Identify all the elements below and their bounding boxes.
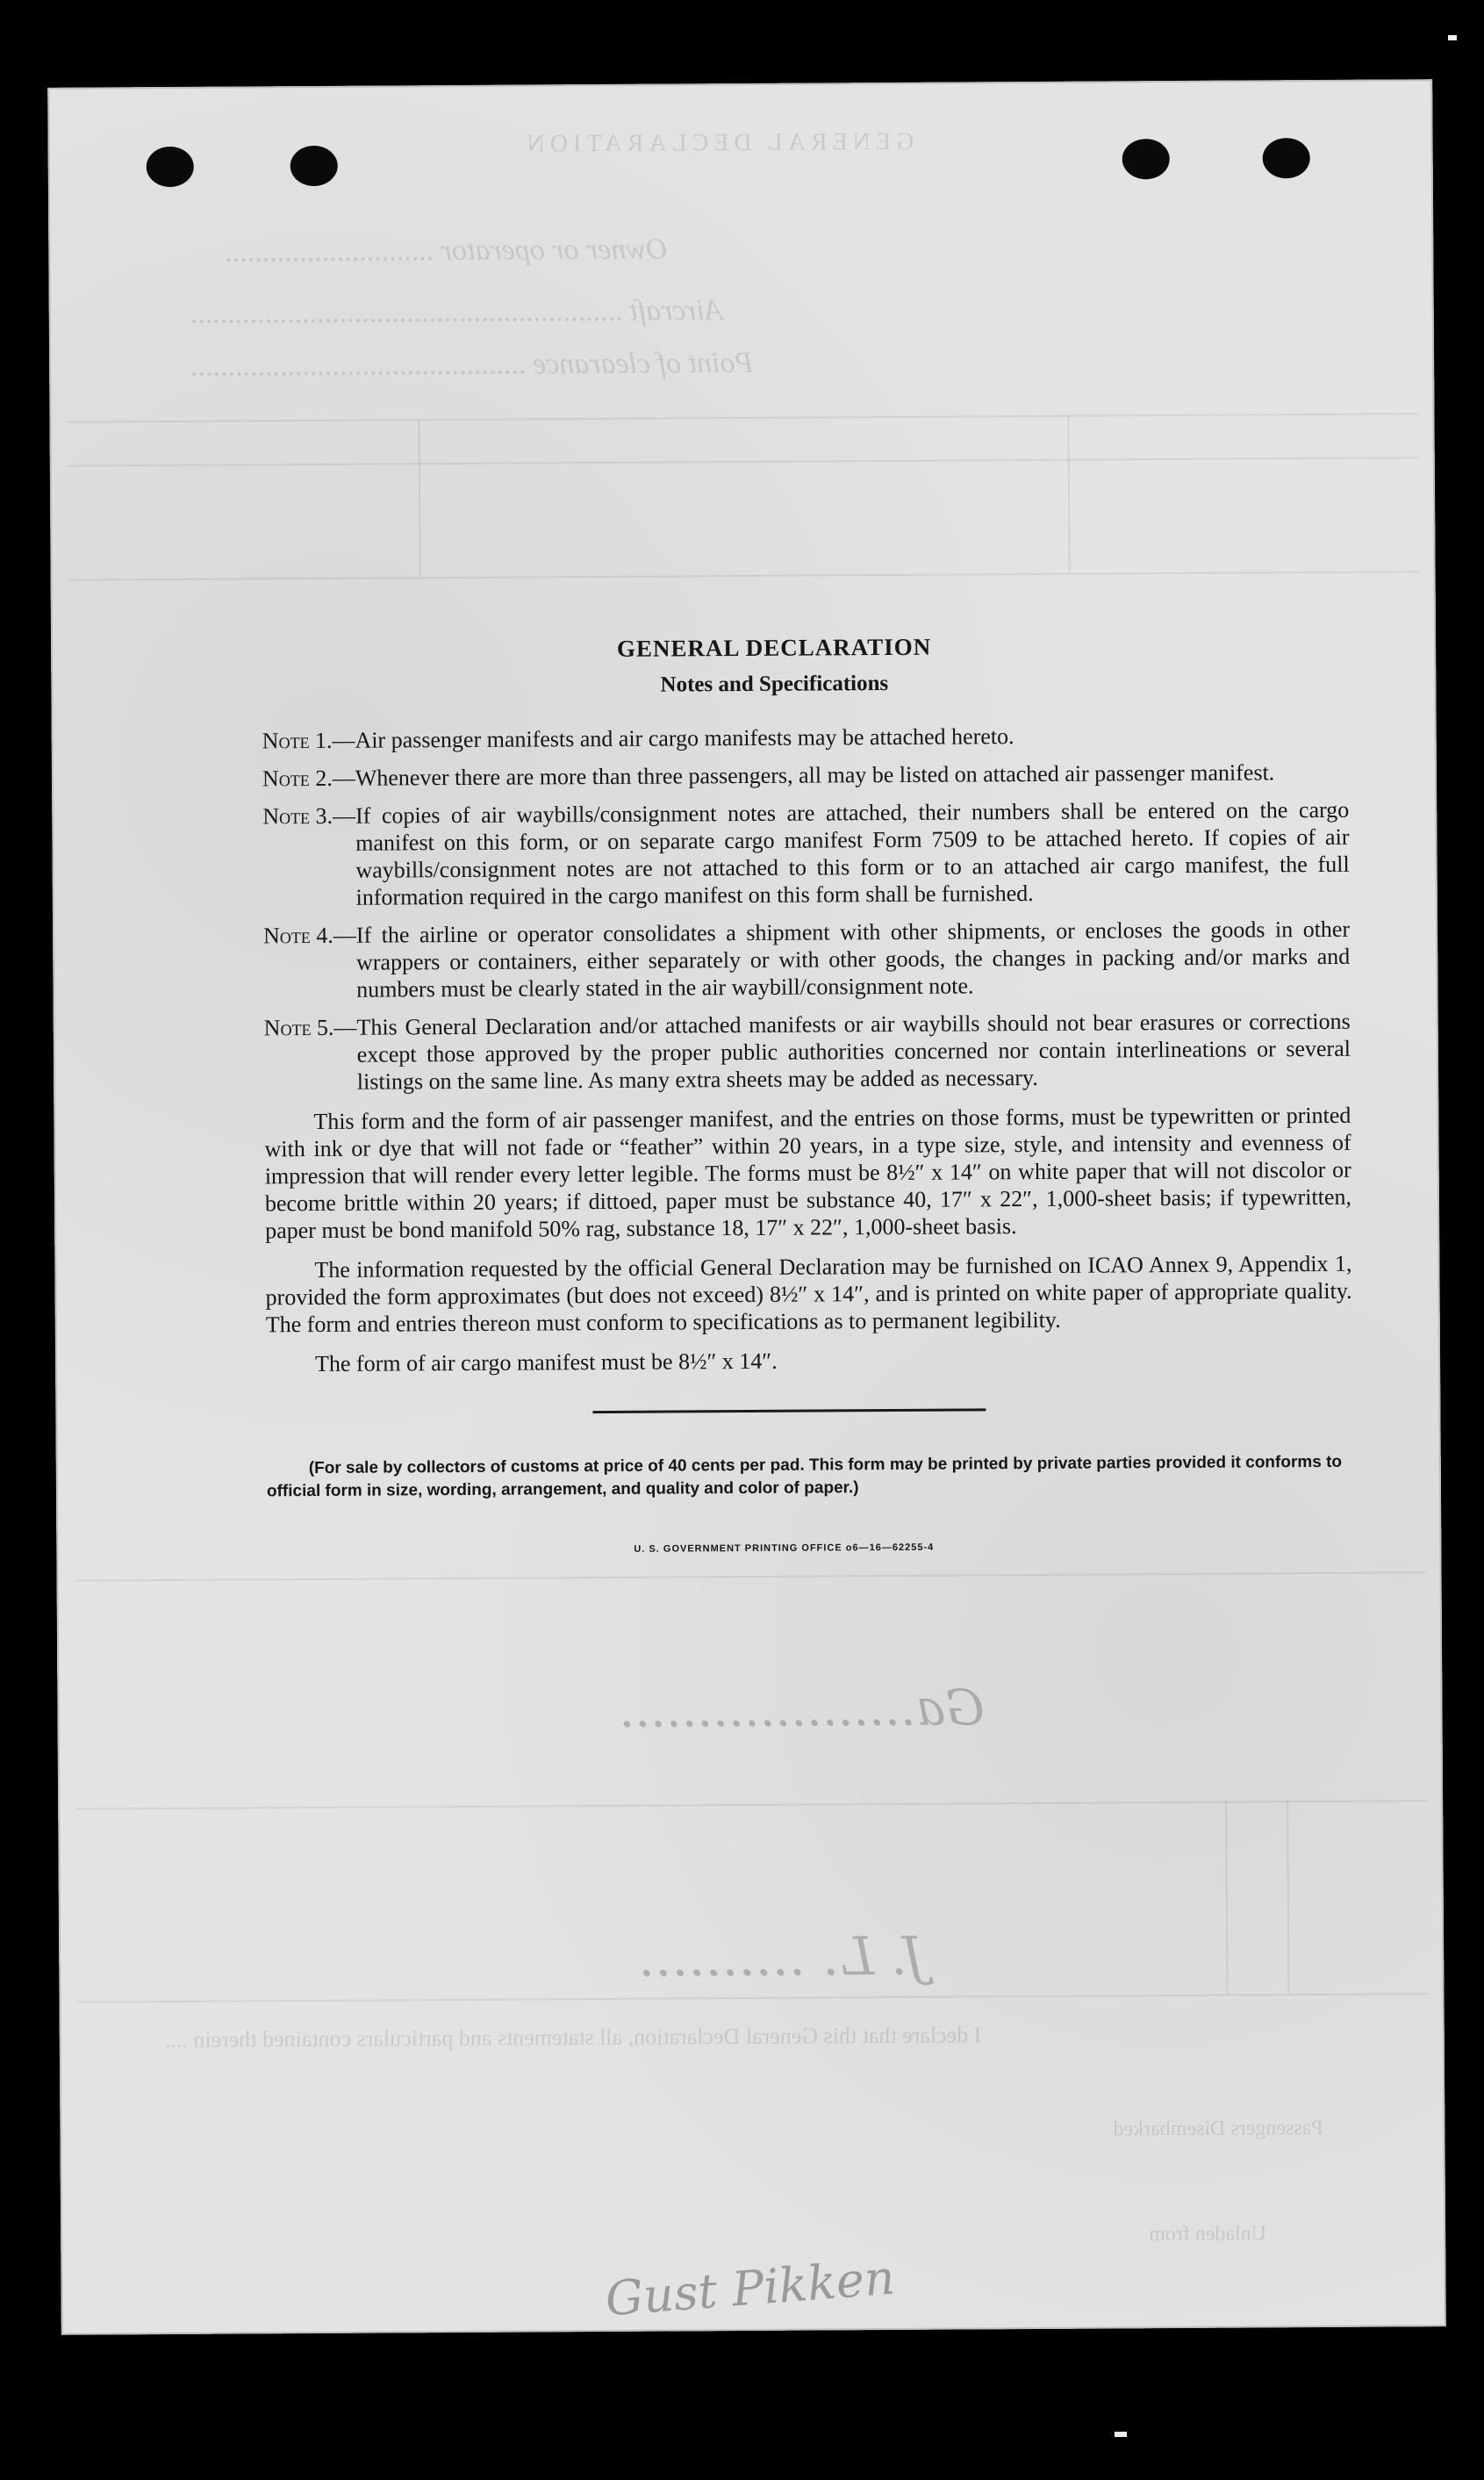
note-2: Note 2. — Whenever there are more than three passengers, all may be listed on attached air passenger manifest. (262, 759, 1275, 792)
bleed-through-handwriting: J. L. .......... (638, 1925, 925, 1989)
printing-office-imprint: U. S. GOVERNMENT PRINTING OFFICE o6—16—62255-4 (634, 1542, 935, 1555)
bleed-through-rule (75, 1571, 1426, 1581)
note-1: Note 1. — Air passenger manifests and air cargo manifests may be attached hereto. (262, 723, 1014, 754)
sale-notice: (For sale by collectors of customs at price of 40 cents per pad. This form may be printed by private parties provided it conforms to official form in size, wording, arrangement, and quality and color of paper.) (266, 1452, 1343, 1501)
note-5: Note 5. — This General Declaration and/or attached manifests or air waybills should not bear erasures or corrections except those approved by the proper public authorities concerned nor contain interlineations or several listings on the same line. As many extra sheets may be added as necessary. (263, 1008, 1351, 1095)
bleed-through-text: I declare that this General Declaration, all statements and particulars contained therein .... (164, 2022, 982, 2053)
note-label: Note 2. (262, 765, 333, 792)
punch-hole (147, 147, 194, 187)
bleed-through-rule (68, 571, 1420, 580)
note-text: This General Declaration and/or attached manifests or air waybills should not bear erasures or corrections except those approved by the proper public authorities concerned nor contain interlineations or several listings on the same line. As many extra sheets may be added as necessary. (356, 1008, 1351, 1095)
punch-hole (1263, 138, 1310, 178)
divider (592, 1408, 986, 1413)
page-title: GENERAL DECLARATION (616, 633, 932, 662)
bleed-through-text: Unladen from (1149, 2222, 1267, 2246)
punch-hole (1122, 139, 1170, 179)
bleed-through-rule (68, 413, 1419, 422)
page-subtitle: Notes and Specifications (660, 672, 889, 697)
note-4: Note 4. — If the airline or operator consolidates a shipment with other shipments, or encloses the goods in other wrappers or containers, either separately or with other goods, the changes in packing and/or marks and numbers must be clearly stated in the air waybill/consignment note. (263, 916, 1351, 1003)
bleed-through-handwriting: Point of clearance ............................................. (190, 346, 754, 383)
notes-and-specifications (262, 631, 1353, 1566)
bleed-through-handwriting: Ga................... (619, 1679, 986, 1739)
bleed-through-rule (419, 419, 421, 577)
bleed-through-handwriting: Owner or operator ............................ (224, 233, 668, 269)
note-text: If the airline or operator consolidates a shipment with other shipments, or encloses the goods in other wrappers or containers, either separately or with other goods, the changes in packing and/or marks and numbers must be clearly stated in the air waybill/consignment note. (355, 916, 1351, 1003)
bleed-through-rule (68, 456, 1419, 466)
scan-artifact (1448, 35, 1457, 40)
note-label: Note 4. (263, 922, 333, 949)
bleed-through-rule (1225, 1801, 1228, 1995)
note-text: Air passenger manifests and air cargo manifests may be attached hereto. (355, 723, 1014, 753)
scan-artifact (1115, 2432, 1127, 2437)
bleed-through-text: Passengers Disembarked (1113, 2117, 1323, 2141)
note-text: Whenever there are more than three passengers, all may be listed on attached air passenger manifest. (355, 759, 1275, 791)
note-label: Note 3. (262, 802, 333, 830)
bleed-through-rule (77, 1993, 1429, 2002)
bleed-through-handwriting: Aircraft .......................................................... (189, 294, 723, 330)
punch-hole (290, 146, 338, 186)
note-text: If copies of air waybills/consignment notes are attached, their numbers shall be entered on the cargo manifest on this form, or on separate cargo manifest Form 7509 to be attached hereto. If copies of air waybills/consignment notes are not attached to this form or to an attached air cargo manifest, the full information required in the cargo manifest on this form shall be furnished. (355, 796, 1350, 910)
note-label: Note 1. (262, 727, 333, 754)
note-3: Note 3. — If copies of air waybills/consignment notes are attached, their numbers shall be entered on the cargo manifest on this form, or on separate cargo manifest Form 7509 to be attached hereto. If copies of air waybills/consignment notes are not attached to this form or to an attached air cargo manifest, the full information required in the cargo manifest on this form shall be furnished. (262, 796, 1350, 910)
paragraph-cargo-manifest-size: The form of air cargo manifest must be 8½″ x 14″. (314, 1348, 778, 1377)
signature: Gust Pikken (603, 2249, 897, 2327)
bleed-through-rule (75, 1800, 1427, 1809)
note-label: Note 5. (263, 1014, 334, 1041)
paragraph-form-requirements: This form and the form of air passenger manifest, and the entries on those forms, must be typewritten or printed with ink or dye that will not fade or “feather” within 20 years, in a type size, style, and intensity and evenness of impression that will render every letter legible. The forms must be 8½″ x 14″ on white paper that will not discolor or become brittle within 20 years; if dittoed, paper must be substance 40, 17″ x 22″, 1,000-sheet basis; if typewritten, paper must be bond manifold 50% rag, substance 18, 17″ x 22″, 1,000-sheet basis. (264, 1102, 1352, 1244)
document-sheet (47, 79, 1446, 2335)
bleed-through-rule (1287, 1801, 1289, 1994)
bleed-through-rule (1067, 415, 1070, 573)
paragraph-icao-annex: The information requested by the official General Declaration may be furnished on ICAO Annex 9, Appendix 1, provided the form approximates (but does not exceed) 8½″ x 14″, and is printed on white paper of appropriate quality. The form and entries thereon must conform to specifications as to permanent legibility. (265, 1250, 1352, 1338)
bleed-through-title: GENERAL DECLARATION (521, 127, 914, 158)
